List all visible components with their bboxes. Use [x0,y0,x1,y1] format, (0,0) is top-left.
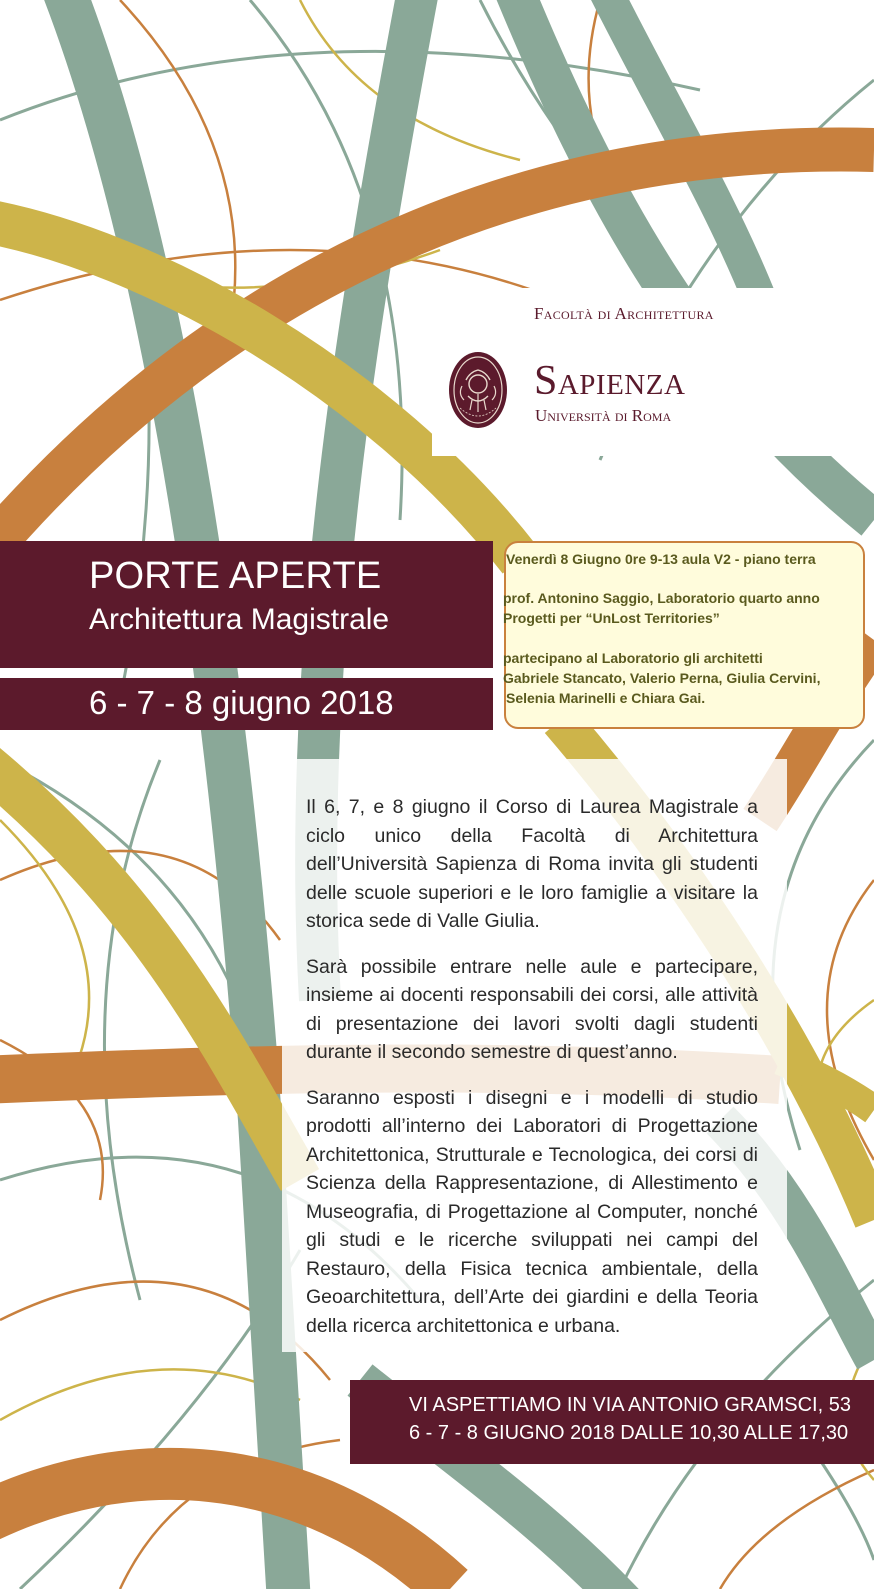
note-line: Progetti per “UnLost Territories” [503,610,720,626]
note-line: prof. Antonino Saggio, Laboratorio quarto anno [503,590,820,606]
footer-address: VI ASPETTIAMO IN VIA ANTONIO GRAMSCI, 53 [409,1394,851,1416]
note-line: partecipano al Laboratorio gli architetti [503,650,763,666]
paragraph: Il 6, 7, e 8 giugno il Corso di Laurea Magistrale a ciclo unico della Facoltà di Architettura dell’Università Sapienza di Roma invita gli studenti delle scuole superiori e le loro famiglie a visitare la storica sede di Valle Giulia. [306,796,758,932]
footer-banner [350,1380,874,1464]
faculty-header [432,288,874,456]
note-line: Venerdì 8 Giugno 0re 9-13 aula V2 - piano terra [506,551,816,567]
event-subtitle: Architettura Magistrale [89,603,390,636]
lab-note-box [504,541,865,729]
footer-schedule: 6 - 7 - 8 GIUGNO 2018 DALLE 10,30 ALLE 17,30 [409,1422,849,1444]
description-text [306,793,758,1357]
description-panel [282,759,787,1352]
university-name: Sapienza [534,358,686,404]
event-dates: 6 - 7 - 8 giugno 2018 [89,684,394,721]
paragraph: Saranno esposti i disegni e i modelli di studio prodotti all’interno dei Laboratori di Progettazione Architettonica, Strutturale e Tecnologica, dei corsi di Scienza della Rappresentazione, di Allestimento e Museografia, di Progettazione al Computer, nonché gli studi e le ricerche sviluppati nei campi del Restauro, della Fisica tecnica ambientale, della Geoarchitettura, dell’Arte dei giardini e della Teoria della ricerca architettonica e urbana. [306,1086,758,1337]
university-city: Università di Roma [535,406,672,425]
date-banner [0,678,493,730]
sapienza-seal-logo [448,350,508,430]
paragraph: Sarà possibile entrare nelle aule e partecipare, insieme ai docenti responsabili dei corsi, alle attività di presentazione dei lavori svolti dagli studenti durante il secondo semestre di quest’anno. [306,955,758,1063]
faculty-name: Facoltà di Architettura [534,304,714,323]
event-title: PORTE APERTE [89,555,382,597]
title-banner [0,541,493,668]
note-line: Selenia Marinelli e Chiara Gai. [506,690,706,706]
note-line: Gabriele Stancato, Valerio Perna, Giulia Cervini, [503,670,821,686]
